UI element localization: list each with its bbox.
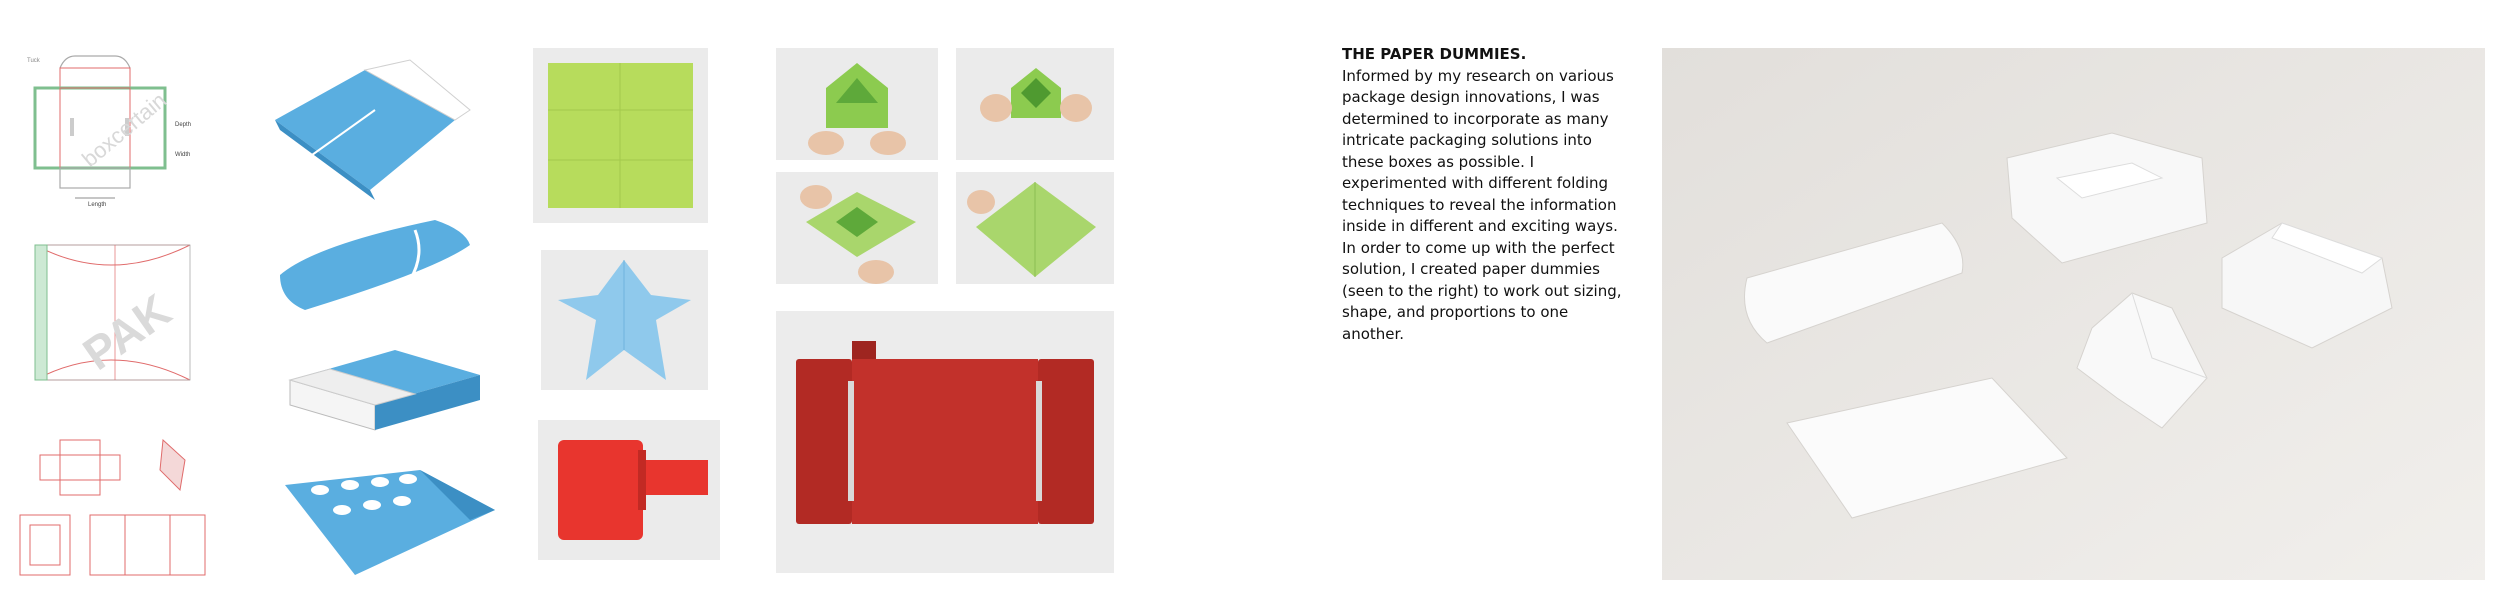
blue-perforated-tray-render — [280, 465, 500, 585]
red-open-box-photo — [776, 311, 1114, 573]
section-title: THE PAPER DUMMIES. — [1342, 45, 1527, 63]
blue-star-fold-photo — [541, 250, 708, 390]
dieline-pillow-box — [15, 230, 210, 405]
section-body: Informed by my research on various package design innovations, I was determined to incorporate as many intricate packaging solutions into these boxes as possible. I experimented with different folding techniques to reveal the information inside in different and exciting ways. In order to come up with the perfect solution, I created paper dummies (seen to the right) to work out sizing, shape, and proportions to one another. — [1342, 66, 1622, 343]
watermark-small: boxcertain — [77, 87, 171, 172]
blue-sleeve-box-render — [285, 345, 485, 435]
fold-step-3-photo — [776, 172, 938, 284]
fold-step-4-photo — [956, 172, 1114, 284]
red-tab-box-photo — [538, 420, 720, 560]
blue-open-tray-render — [265, 50, 475, 200]
watermark-pak: PAK — [73, 283, 181, 380]
paper-dummies-text — [1342, 44, 1632, 345]
dieline-tuck-label: Tuck — [27, 58, 40, 64]
dieline-depth-label: Depth — [175, 122, 192, 128]
dieline-tray-box — [15, 415, 210, 585]
dieline-width-label: Width — [175, 152, 191, 158]
fold-step-1-photo — [776, 48, 938, 160]
green-sheet-photo — [533, 48, 708, 223]
fold-step-2-photo — [956, 48, 1114, 160]
dieline-tuck-box — [15, 48, 210, 218]
paper-dummies-photo — [1662, 48, 2485, 580]
dieline-length-label: Length — [88, 202, 107, 208]
blue-pillow-box-render — [275, 215, 475, 315]
